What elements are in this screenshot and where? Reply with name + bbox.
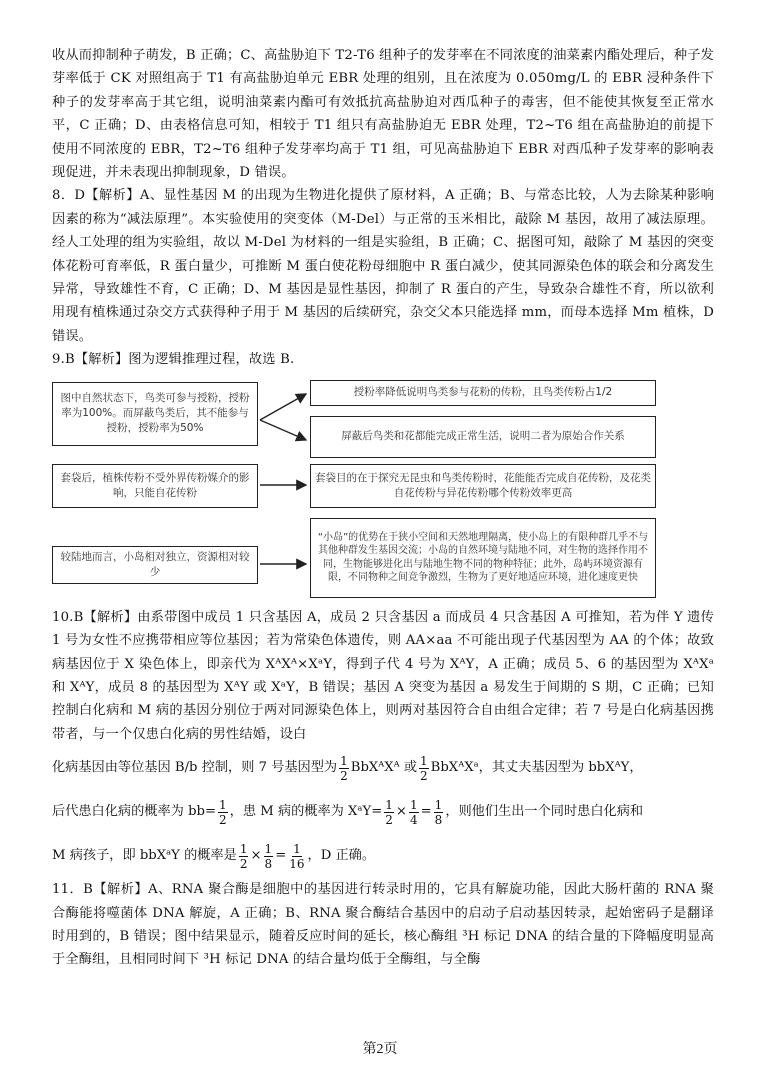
arrow-1b <box>260 420 306 440</box>
q10-math-line-2: 后代患白化病的概率为 bb= $\frac{1}{2}$ ，患 M 病的概率为 XᵃY= $\frac{1}{2}$ × $\frac{1}{4}$ = $\frac{1}{8}$ ，则他们生出一个同时患白化病和 <box>52 797 644 827</box>
page-body <box>52 44 714 972</box>
paragraph-q9: 9.B【解析】图为逻辑推理过程，故选 B. <box>52 352 295 368</box>
q10-math-line-3: M 病孩子，即 bbXᵃY 的概率是 $\frac{1}{2}$ × $\frac{1}{8}$ = $\frac{1}{16}$ ，D 正确。 <box>52 841 376 871</box>
paragraph-q8: 8．D【解析】A、显性基因 M 的出现为生物进化提供了原材料，A 正确；B、与常态比较，人为去除某种影响因素的称为“减法原理”。本实验使用的突变体（M-Del）与正常的玉米相比，敲除 M 基因，故用了减法原理。经人工处理的组为实验组，故以 M-Del 为材料的一组是实验组，B 正确；C、据图可知，敲除了 M 基因的突变体花粉可育率低，R 蛋白量少，可推断 M 蛋白使花粉母细胞中 R 蛋白减少，使其同源染色体的联会和分离发生异常，导致雄性不育，C 正确；D、M 基因是显性基因，抑制了 R 蛋白的产生，导致杂合雄性不育，所以欲利用现有植株通过杂交方式获得种子用于 M 基因的后续研究，杂交父本只能选择 mm，而母本选择 Mm 植株，D 错误。 <box>52 188 714 344</box>
fraction-half: $\frac{1}{2}$ <box>385 797 393 827</box>
logic-diagram <box>52 378 692 600</box>
fraction-half: $\frac{1}{2}$ <box>340 753 348 783</box>
fraction-quarter: $\frac{1}{4}$ <box>409 797 418 827</box>
fraction-eighth: $\frac{1}{8}$ <box>434 797 443 827</box>
conclusion-box-3: 套袋目的在于探究无昆虫和鸟类传粉时，花能能否完成自花传粉，及花类自花传粉与异花传粉哪个传粉效率更高 <box>310 464 656 508</box>
paragraph-q11: 11．B【解析】A、RNA 聚合酶是细胞中的基因进行转录时用的，它具有解旋功能，因此大肠杆菌的 RNA 聚合酶能将噬菌体 DNA 解旋，A 正确；B、RNA 聚合酶结合基因中的启动子启动基因转录，起始密码子是翻译时用到的，B 错误；图中结果显示，随着反应时间的延长，核心酶组 ³H 标记 DNA 的结合量的下降幅度明显高于全酶组，且相同时间下 ³H 标记 DNA 的结合量均低于全酶组，与全酶 <box>52 882 714 968</box>
page-number: 第2页 <box>362 1042 398 1057</box>
fraction-half: $\frac{1}{2}$ <box>420 753 428 783</box>
conclusion-box-1: 授粉率降低说明鸟类参与花粉的传粉，且鸟类传粉占1/2 <box>310 380 656 406</box>
fraction-half: $\frac{1}{2}$ <box>239 841 248 871</box>
premise-box-3: 较陆地而言，小岛相对独立，资源相对较少 <box>52 546 258 584</box>
premise-box-1: 图中自然状态下，鸟类可参与授粉，授粉率为100%。而屏蔽鸟类后，其不能参与授粉，授粉率为50% <box>52 382 258 446</box>
arrow-1a <box>260 394 306 420</box>
fraction-half: $\frac{1}{2}$ <box>219 797 227 827</box>
conclusion-box-4: “小岛”的优势在于狭小空间和天然地理隔离，使小岛上的有限种群几乎不与其他种群发生基因交流；小岛的自然环境与陆地不同，对生物的选择作用不同，生物能够进化出与陆地生物不同的物种特征；此外，岛屿环境资源有限，不同物种之间竞争激烈，生物为了更好地适应环境，进化速度更快 <box>310 518 656 598</box>
paragraph-q7-continued: 收从而抑制种子萌发，B 正确；C、高盐胁迫下 T2-T6 组种子的发芽率在不同浓度的油菜素内酯处理后，种子发芽率低于 CK 对照组高于 T1 有高盐胁迫单元 EBR 处理的组别，且在浓度为 0.050mg/L 的 EBR 浸种条件下种子的发芽率高于其它组，说明油菜素内酯可有效抵抗高盐胁迫对西瓜种子的毒害，但不能使其恢复至正常水平，C 正确；D、由表格信息可知，相较于 T1 组只有高盐胁迫无 EBR 处理，T2~T6 组在高盐胁迫的前提下使用不同浓度的 EBR，T2~T6 组种子发芽率均高于 T1 组，可见高盐胁迫下 EBR 对西瓜种子发芽率的影响表现促进，并未表现出抑制现象，D 错误。 <box>52 48 714 181</box>
q10-math-line-1: 化病基因由等位基因 B/b 控制，则 7 号基因型为 $\frac{1}{2}$ BbXᴬXᴬ 或 $\frac{1}{2}$ BbXᴬXᵃ，其丈夫基因型为 bbXᴬY， <box>52 753 643 783</box>
premise-box-2: 套袋后，植株传粉不受外界传粉媒介的影响，只能自花传粉 <box>52 464 258 508</box>
fraction-sixteenth: $\frac{1}{16}$ <box>289 841 305 871</box>
paragraph-q10: 10.B【解析】由系带图中成员 1 只含基因 A，成员 2 只含基因 a 而成员 4 只含基因 A 可推知，若为伴 Y 遗传 1 号为女性不应携带相应等位基因；若为常染色体遗传，则 AA×aa 不可能出现子代基因型为 AA 的个体；故致病基因位于 X 染色体上，即亲代为 XᴬXᴬ×XᵃY，得到子代 4 号为 XᴬY，A 正确；成员 5、6 的基因型为 XᴬXᵃ 和 XᴬY，成员 8 的基因型为 XᴬY 或 XᵃY，B 错误；基因 A 突变为基因 a 易发生于间期的 S 期，C 正确；已知控制白化病和 M 病的基因分别位于两对同源染色体上，则两对基因符合自由组合定律；若 7 号是白化病基因携带者，与一个仅患白化病的男性结婚，设白 <box>52 609 714 742</box>
fraction-eighth: $\frac{1}{8}$ <box>264 841 273 871</box>
conclusion-box-2: 屏蔽后鸟类和花都能完成正常生活，说明二者为原始合作关系 <box>310 416 656 458</box>
